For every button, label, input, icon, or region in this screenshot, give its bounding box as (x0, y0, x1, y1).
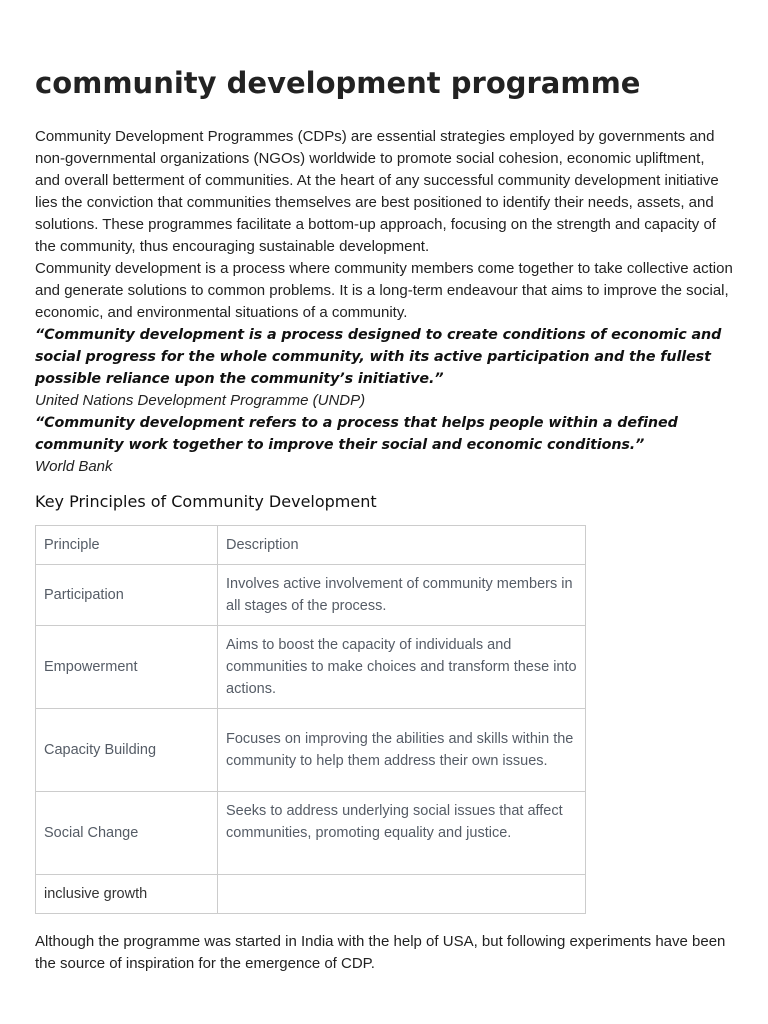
table-row (36, 709, 586, 792)
quote-world-bank: “Community development refers to a process that helps people within a defined community work together to improve their social and economic conditions.” (35, 415, 678, 453)
quote-undp: “Community development is a process designed to create conditions of economic and social progress for the whole community, with its active participation and the fullest possible reliance upon the community’s initiative.” (35, 327, 722, 387)
principle-cell: inclusive growth (36, 875, 218, 914)
intro-paragraph-1: Community Development Programmes (CDPs) are essential strategies employed by governments and non-governmental organizations (NGOs) worldwide to promote social cohesion, economic upliftment, and overall betterment of communities. At the heart of any successful community development initiative lies the conviction that communities themselves are best positioned to identify their needs, assets, and solutions. These programmes facilitate a bottom-up approach, focusing on the strength and capacity of the community, thus encouraging sustainable development. (35, 128, 719, 255)
principles-table (35, 525, 586, 914)
principle-cell: Capacity Building (36, 709, 218, 792)
principle-cell: Participation (36, 565, 218, 626)
table-row (36, 565, 586, 626)
table-row (36, 792, 586, 875)
intro-paragraph-2: Community development is a process where community members come together to take collective action and generate solutions to common problems. It is a long-term endeavour that aims to improve the social, economic, and environmental situations of a community. (35, 260, 733, 321)
description-cell (218, 875, 586, 914)
description-cell: Seeks to address underlying social issues that affect communities, promoting equality and justice. (218, 792, 586, 875)
principles-heading: Key Principles of Community Development (35, 492, 377, 511)
principle-cell: Empowerment (36, 626, 218, 709)
quote-source-world-bank: World Bank (35, 458, 113, 475)
table-header-description: Description (218, 526, 586, 565)
description-cell: Involves active involvement of community members in all stages of the process. (218, 565, 586, 626)
table-header-row (36, 526, 586, 565)
page-title: community development programme (35, 66, 641, 100)
description-cell: Focuses on improving the abilities and skills within the community to help them address their own issues. (218, 709, 586, 792)
principle-cell: Social Change (36, 792, 218, 875)
table-row (36, 875, 586, 914)
table-header-principle: Principle (36, 526, 218, 565)
description-cell: Aims to boost the capacity of individuals and communities to make choices and transform these into actions. (218, 626, 586, 709)
table-row (36, 626, 586, 709)
closing-paragraph: Although the programme was started in India with the help of USA, but following experiments have been the source of inspiration for the emergence of CDP. (35, 933, 726, 972)
quote-source-undp: United Nations Development Programme (UNDP) (35, 392, 366, 409)
